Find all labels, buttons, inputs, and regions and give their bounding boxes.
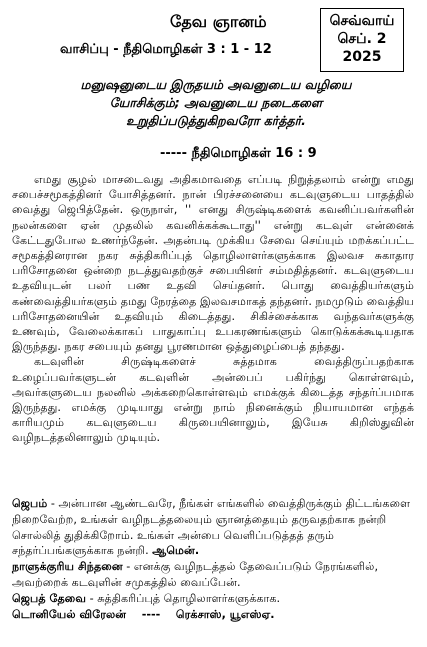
prayer-need [12, 591, 414, 607]
date-box [320, 8, 404, 72]
thought-label: நாளுக்குரிய சிந்தனை [12, 560, 123, 574]
verse-line-1: மனுஷனுடைய இருதயம் அவனுடைய வழியை [80, 77, 352, 92]
need-text: - சுத்திகரிப்புத் தொழிலாளர்களுக்காக. [86, 591, 281, 605]
reading-reference: வாசிப்பு - நீதிமொழிகள் 3 : 1 - 12 [60, 42, 272, 57]
prayer-text: - அன்பான ஆண்டவரே, நீங்கள் எங்களில் வைத்திருக்கும் திட்டங்களை நிறைவேற்ற, உங்கள் வழிநடத்தலையும் ஞானத்தையும் தருவதற்காக நன்றி சொல்லித் துதிக்கிறோம். உங்கள் அன்பை வெளிப்படுத்தத் தரும் சந்தர்ப்பங்களுக்காக நன்றி. [12, 497, 411, 558]
devotional-body [12, 172, 414, 446]
prayer [12, 496, 414, 559]
date-year: 2025 [342, 49, 382, 65]
author-name: டொனியேல் விரேலன் [12, 607, 127, 621]
paragraph-2: கடவுளின் சிருஷ்டிகளைச் சுத்தமாக வைத்திருப்பதற்காக உழைப்பவர்களுடன் கடவுளின் அன்பைப் பகிர்ந்து கொள்ளவும், அவர்களுடைய நலனில் அக்கறைகொள்ளவும் எமக்குக் கிடைத்த சந்தர்ப்பமாக இருந்தது. எமக்கு முடியாது என்று நாம் நினைக்கும் நியாயமான எந்தக் காரியமும் கடவுளுடைய கிருபையினாலும், இயேசு கிறிஸ்துவின் வழிநடத்தலினாலும் முடியும். [12, 355, 414, 445]
verse-line-3: உறுதிப்படுத்துகிறவரோ கர்த்தர். [126, 113, 306, 128]
verse-line-2: யோசிக்கும்; அவனுடைய நடைகளை [109, 95, 323, 110]
key-verse [40, 76, 392, 130]
author-separator: ---- [141, 607, 161, 621]
date-month-day: செப். 2 [337, 31, 387, 47]
thought-text: - எனக்கு வழிநடத்தல் தேவைப்படும் நேரங்களில், அவற்றைக் கடவுளின் சமுகத்தில் வைப்பேன். [12, 560, 379, 589]
thought-for-day [12, 559, 414, 591]
prayer-amen: ஆமென். [152, 544, 200, 558]
closing-section [12, 496, 414, 622]
need-label: ஜெபத் தேவை [12, 591, 87, 605]
date-day: செவ்வாய் [329, 13, 395, 29]
author-place: ரெக்சாஸ், யூஎஸ்ஏ. [175, 607, 275, 621]
author-line [12, 607, 414, 623]
prayer-label: ஜெபம் [12, 497, 48, 510]
paragraph-1: எமது சூழல் மாசடைவது அதிகமாவதை எப்படி நிறுத்தலாம் என்று எமது சபைச்சமூகத்தினர் யோசித்தனர். நான் பிரச்சனையை கடவுளுடைய பாதத்தில் வைத்து ஜெபித்தேன். ஒருநாள், '' எனது சிருஷ்டிகளைக் கவனிப்பவர்களின் நலன்களை ஏன் முதலில் கவனிக்கக்கூடாது'' என்று கடவுள் என்னைக் கேட்டதுபோல உணர்ந்தேன். அதன்படி முக்கிய சேவை செய்யும் மறக்கப்பட்ட சமூகத்தினரான நகர சுத்திகரிப்புத் தொழிலாளர்களுக்காக இலவச சுகாதார பரிசோதனை ஒன்றை நடத்துவதற்குச் சபையினர் சம்மதித்தனர். கடவுளுடைய உதவியுடன் பலர் பண உதவி செய்தனர். பொது வைத்தியர்களும் கண்வைத்தியர்களும் தமது நேரத்தை இலவசமாகத் தந்தனர். நமமுடும் வைத்திய பரிசோதனையின் உதவியும் கிடைத்தது. சிகிச்சைக்காக வந்தவர்களுக்கு உணவும், வேலைக்காகப் பாதுகாப்பு உபகரணங்களும் கொடுக்கக்கூடியதாக இருந்தது. நகர சபையும் தனது பூரணமான ஒத்துழைப்பைத் தந்தது. [12, 173, 414, 354]
page-title: தேவ ஞானம் [170, 12, 267, 31]
verse-reference: ----- நீதிமொழிகள் 16 : 9 [160, 146, 317, 161]
